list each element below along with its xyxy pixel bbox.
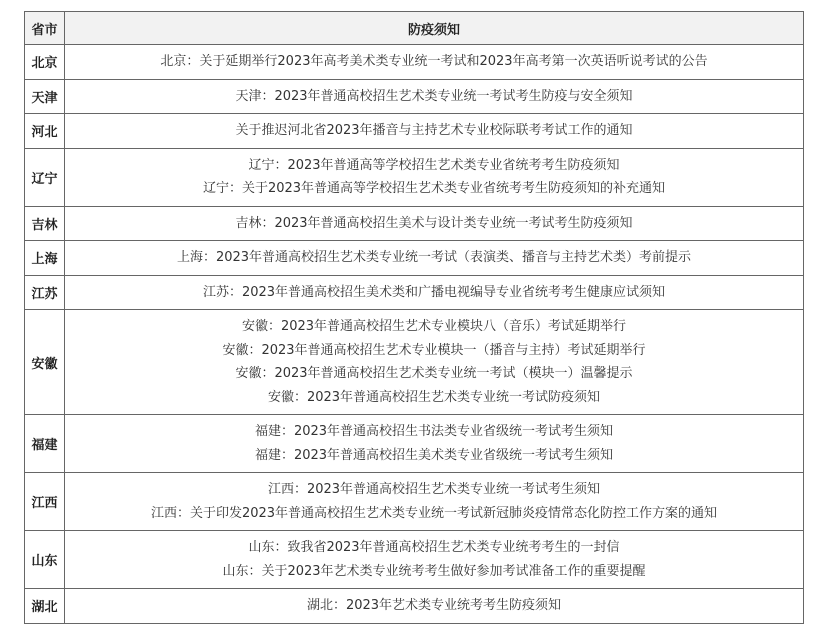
notice-link[interactable]: 山东：关于2023年艺术类专业统考考生做好参加考试准备工作的重要提醒 <box>222 563 646 579</box>
table-row <box>25 415 804 473</box>
table-row <box>25 241 804 276</box>
province-cell: 福建 <box>25 415 65 473</box>
notice-cell <box>65 310 804 415</box>
notice-table <box>24 11 804 624</box>
notice-cell <box>65 79 804 114</box>
notice-link[interactable]: 天津：2023年普通高校招生艺术类专业统一考试考生防疫与安全须知 <box>235 88 633 104</box>
table-row <box>25 148 804 206</box>
province-cell: 天津 <box>25 79 65 114</box>
notice-cell <box>65 148 804 206</box>
table-row <box>25 473 804 531</box>
table-row <box>25 45 804 80</box>
notice-link[interactable]: 安徽：2023年普通高校招生艺术类专业统一考试防疫须知 <box>267 389 601 405</box>
province-cell: 安徽 <box>25 310 65 415</box>
notice-cell <box>65 114 804 149</box>
notice-link[interactable]: 江苏：2023年普通高校招生美术类和广播电视编导专业省统考考生健康应试须知 <box>202 284 666 300</box>
notice-link[interactable]: 辽宁：关于2023年普通高等学校招生艺术类专业省统考考生防疫须知的补充通知 <box>202 181 666 196</box>
province-cell: 辽宁 <box>25 148 65 206</box>
table-row <box>25 531 804 589</box>
notice-link[interactable]: 辽宁：2023年普通高等学校招生艺术类专业省统考考生防疫须知 <box>248 157 620 173</box>
notice-link[interactable]: 江西：关于印发2023年普通高校招生艺术类专业统一考试新冠肺炎疫情常态化防控工作方案的通知 <box>150 505 718 521</box>
table-row <box>25 114 804 149</box>
province-cell: 吉林 <box>25 206 65 241</box>
province-cell: 湖北 <box>25 589 65 624</box>
notice-link[interactable]: 安徽：2023年普通高校招生艺术专业模块一（播音与主持）考试延期举行 <box>222 342 646 358</box>
notice-link[interactable]: 吉林：2023年普通高校招生美术与设计类专业统一考试考生防疫须知 <box>235 215 633 231</box>
notice-link[interactable]: 安徽：2023年普通高校招生艺术类专业统一考试（模块一）温馨提示 <box>235 366 633 381</box>
notice-link[interactable]: 福建：2023年普通高校招生书法类专业省级统一考试考生须知 <box>254 424 614 439</box>
notice-cell <box>65 415 804 473</box>
table-header-row <box>25 12 804 45</box>
notice-cell <box>65 589 804 624</box>
notice-cell <box>65 531 804 589</box>
notice-link[interactable]: 关于推迟河北省2023年播音与主持艺术专业校际联考考试工作的通知 <box>235 123 633 138</box>
province-cell: 北京 <box>25 45 65 80</box>
province-cell: 江苏 <box>25 275 65 310</box>
province-cell: 河北 <box>25 114 65 149</box>
table-row <box>25 310 804 415</box>
notice-link[interactable]: 江西：2023年普通高校招生艺术类专业统一考试考生须知 <box>267 482 601 497</box>
notice-cell <box>65 206 804 241</box>
table-row <box>25 275 804 310</box>
table-row <box>25 79 804 114</box>
table-row <box>25 589 804 624</box>
notice-cell <box>65 241 804 276</box>
notice-link[interactable]: 安徽：2023年普通高校招生艺术专业模块八（音乐）考试延期举行 <box>241 319 627 334</box>
header-province: 省市 <box>25 12 65 45</box>
notice-link[interactable]: 上海：2023年普通高校招生艺术类专业统一考试（表演类、播音与主持艺术类）考前提示 <box>176 250 692 265</box>
notice-link[interactable]: 北京：关于延期举行2023年高考美术类专业统一考试和2023年高考第一次英语听说考试的公告 <box>160 54 708 69</box>
province-cell: 江西 <box>25 473 65 531</box>
notice-link[interactable]: 湖北：2023年艺术类专业统考考生防疫须知 <box>306 598 562 613</box>
notice-cell <box>65 45 804 80</box>
notice-link[interactable]: 山东：致我省2023年普通高校招生艺术类专业统考考生的一封信 <box>248 540 620 555</box>
province-cell: 上海 <box>25 241 65 276</box>
notice-table-container <box>24 11 803 624</box>
notice-link[interactable]: 福建：2023年普通高校招生美术类专业省级统一考试考生须知 <box>254 447 614 463</box>
notice-cell <box>65 275 804 310</box>
province-cell: 山东 <box>25 531 65 589</box>
header-notice: 防疫须知 <box>65 12 804 45</box>
notice-cell <box>65 473 804 531</box>
table-row <box>25 206 804 241</box>
